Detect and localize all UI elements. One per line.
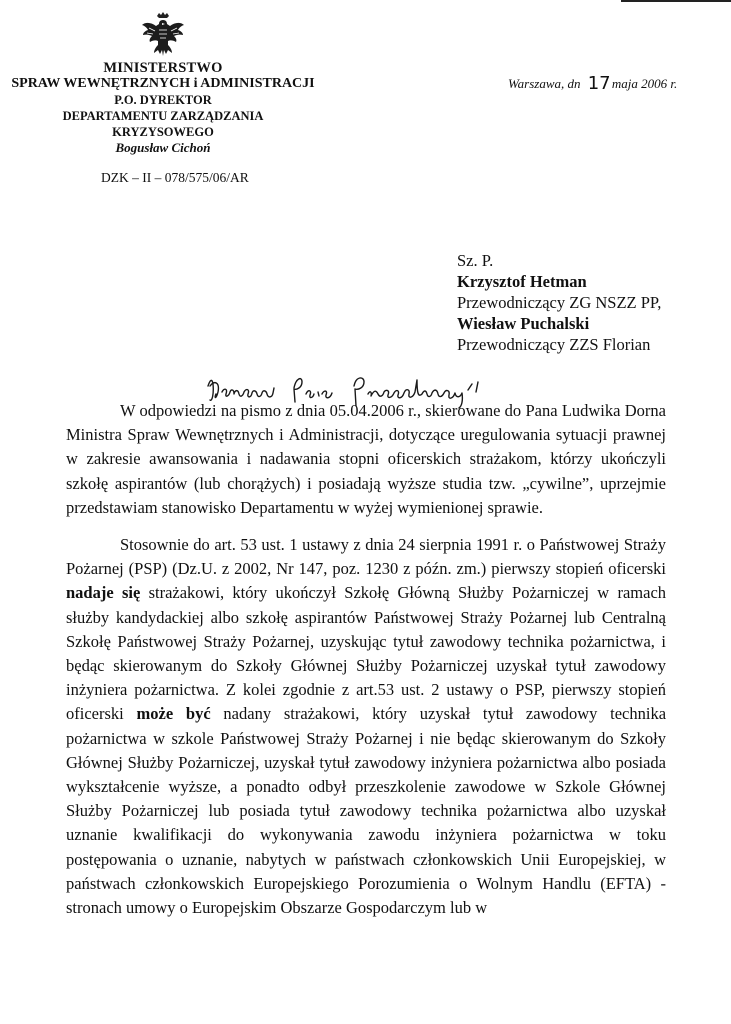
- paragraph-2-bold-nadaje: nadaje się: [66, 583, 141, 603]
- department-name-line1: DEPARTAMENTU ZARZĄDZANIA: [62, 109, 264, 123]
- paragraph-2-bold-moze: może być: [136, 704, 211, 724]
- recipient-name-2: Wiesław Puchalski: [457, 314, 590, 333]
- date-city: Warszawa, dn: [508, 76, 581, 91]
- paragraph-2: [66, 533, 666, 920]
- paragraph-2-part-b: strażakowi, który ukończył Szkołę Główną Służby Pożarniczej w ramach służby kandydackiej albo szkołę aspirantów Państwowej Straży Pożarnej lub Centralną Szkołę Państwowej Straży Pożarnej, uzyskując tytuł zawodowy technika pożarnictwa, i będąc skierowanym do Szkoły Głównej Służby Pożarniczej uzyskał tytuł zawodowy inżyniera pożarnictwa. Z kolei zgodnie z art.53 ust. 2 ustawy o PSP, pierwszy stopień oficerski: [66, 583, 667, 724]
- recipient-block: [457, 250, 661, 355]
- letter-body: [66, 399, 666, 920]
- paragraph-1: W odpowiedzi na pismo z dnia 05.04.2006 r., skierowane do Pana Ludwika Dorna Ministra Spraw Wewnętrznych i Administracji, dotyczące uregulowania sytuacji prawnej w zakresie awansowania i nadawania stopni oficerskich strażakom, którzy ukończyli szkołę aspirantów (lub chorążych) i posiadają wyższe studia tzw. „cywilne”, uprzejmie przedstawiam stanowisko Departamentu w wyżej wymienionej sprawie.: [66, 401, 666, 517]
- date-day-handwritten: 17: [587, 73, 611, 94]
- recipient-title-1: Przewodniczący ZG NSZZ PP,: [457, 293, 662, 312]
- director-name: Bogusław Cichoń: [115, 140, 211, 155]
- department-name-line2: KRYZYSOWEGO: [112, 125, 214, 139]
- ministry-name-line1: MINISTERSTWO: [103, 60, 223, 76]
- polish-eagle-emblem-icon: [141, 12, 185, 58]
- paragraph-2-part-c: nadany strażakowi, który uzyskał tytuł zawodowy technika pożarnictwa w szkole Państwowej Straży Pożarnej i nie będąc skierowanym do Szkoły Głównej Służby Pożarniczej, uzyskał tytuł zawodowy inżyniera pożarnictwa albo posiada wykształcenie wyższe, a ponadto odbył przeszkolenie zawodowe w Szkole Głównej Służby Pożarniczej lub posiada tytuł zawodowy technika pożarnictwa albo uzyskał uznanie kwalifikacji do wykonywania zawodu inżyniera pożarnictwa w toku postępowania o uznanie, nabytych w państwach członkowskich Unii Europejskiej, w państwach członkowskich Europejskiego Porozumienia o Wolnym Handlu (EFTA) - stronach umowy o Europejskim Obszarze Gospodarczym lub w: [66, 704, 667, 918]
- recipient-name-1: Krzysztof Hetman: [457, 272, 587, 291]
- date-line: [508, 72, 677, 93]
- recipient-salutation: Sz. P.: [457, 251, 494, 270]
- reference-number: DZK – II – 078/575/06/AR: [101, 170, 249, 185]
- director-title: P.O. DYREKTOR: [114, 93, 212, 107]
- top-edge-rule: [621, 0, 731, 2]
- paragraph-2-part-a: Stosownie do art. 53 ust. 1 ustawy z dnia 24 sierpnia 1991 r. o Państwowej Straży Pożarnej (PSP) (Dz.U. z 2002, Nr 147, poz. 1230 z późn. zm.) pierwszy stopień oficerski: [66, 535, 666, 579]
- ministry-name-line2: SPRAW WEWNĘTRZNYCH i ADMINISTRACJI: [11, 76, 315, 91]
- date-month-year: maja 2006 r.: [611, 76, 678, 91]
- recipient-title-2: Przewodniczący ZZS Florian: [457, 335, 651, 354]
